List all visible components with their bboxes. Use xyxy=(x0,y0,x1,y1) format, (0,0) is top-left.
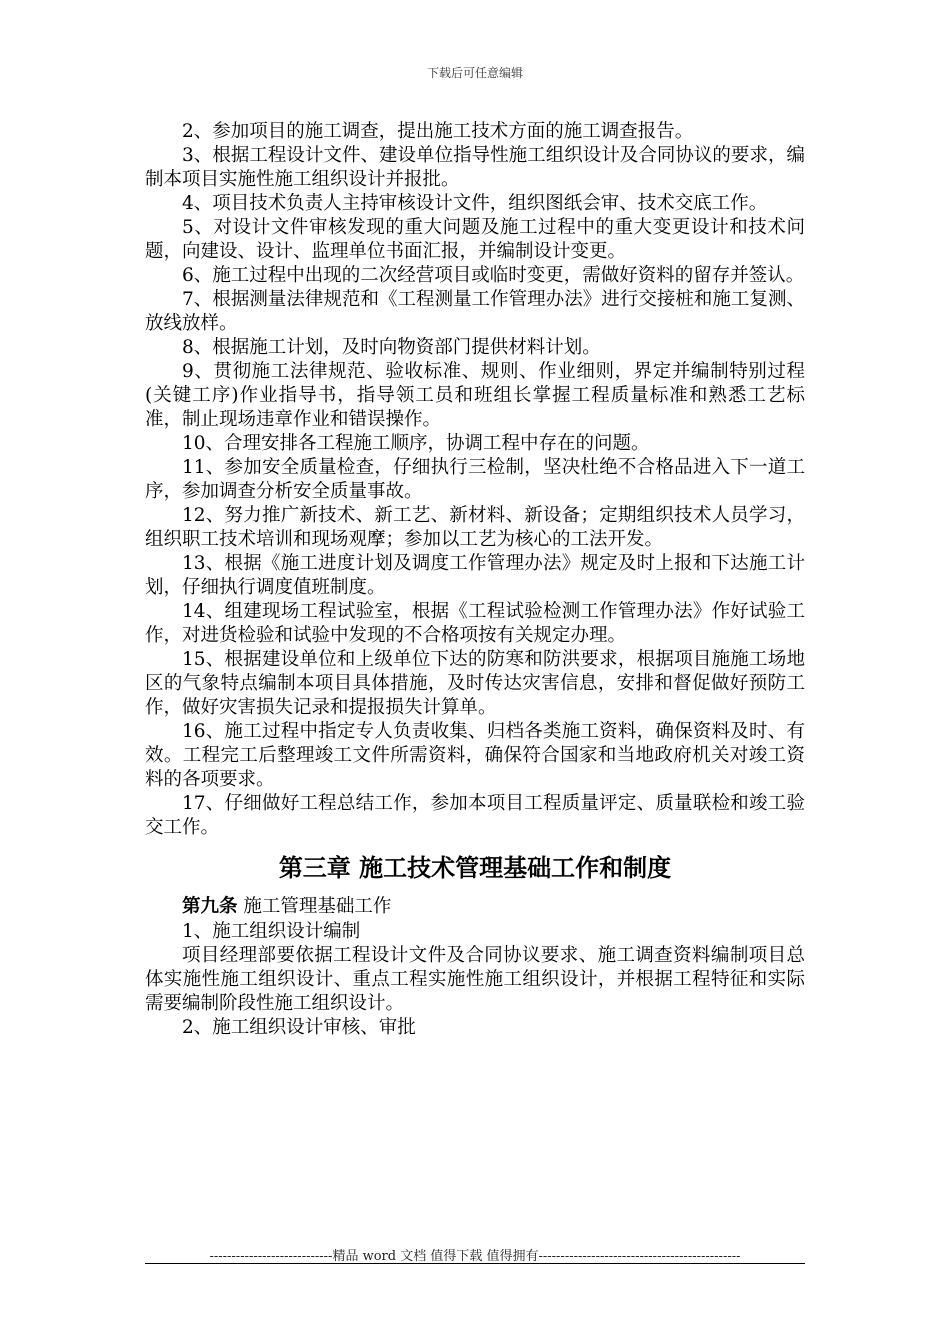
subsection-body-1: 项目经理部要依据工程设计文件及合同协议要求、施工调查资料编制项目总体实施性施工组织设计、重点工程实施性施工组织设计，并根据工程特征和实际需要编制阶段性施工组织设计。 xyxy=(145,945,805,1014)
paragraph-item-9: 9、贯彻施工法律规范、验收标准、规则、作业细则，界定并编制特别过程(关键工序)作业指导书，指导领工员和班组长掌握工程质量标准和熟悉工艺标准，制止现场违章作业和错误操作。 xyxy=(145,361,805,430)
paragraph-item-2: 2、参加项目的施工调查，提出施工技术方面的施工调查报告。 xyxy=(182,121,694,142)
paragraph-item-8: 8、根据施工计划，及时向物资部门提供材料计划。 xyxy=(182,337,601,358)
paragraph-item-17: 17、仔细做好工程总结工作，参加本项目工程质量评定、质量联检和竣工验交工作。 xyxy=(145,793,805,838)
subsection-heading-2: 2、施工组织设计审核、审批 xyxy=(182,1017,416,1038)
paragraph-item-14: 14、组建现场工程试验室，根据《工程试验检测工作管理办法》作好试验工作，对进货检验和试验中发现的不合格项按有关规定办理。 xyxy=(145,601,805,646)
paragraph-item-13: 13、根据《施工进度计划及调度工作管理办法》规定及时上报和下达施工计划，仔细执行调度值班制度。 xyxy=(145,553,805,598)
paragraph-item-6: 6、施工过程中出现的二次经营项目或临时变更，需做好资料的留存并签认。 xyxy=(182,265,805,286)
paragraph-item-3: 3、根据工程设计文件、建设单位指导性施工组织设计及合同协议的要求，编制本项目实施性施工组织设计并报批。 xyxy=(145,145,805,190)
footer-divider xyxy=(145,1263,805,1264)
paragraph-item-7: 7、根据测量法律规范和《工程测量工作管理办法》进行交接桩和施工复测、放线放样。 xyxy=(145,289,805,334)
paragraph-item-15: 15、根据建设单位和上级单位下达的防寒和防洪要求，根据项目施施工场地区的气象特点编制本项目具体措施，及时传达灾害信息，安排和督促做好预防工作，做好灾害损失记录和提报损失计算单。 xyxy=(145,649,805,718)
header-note: 下载后可任意编辑 xyxy=(426,66,523,80)
paragraph-item-10: 10、合理安排各工程施工顺序，协调工程中存在的问题。 xyxy=(182,433,650,454)
paragraph-item-11: 11、参加安全质量检查，仔细执行三检制，坚决杜绝不合格品进入下一道工序，参加调查分析安全质量事故。 xyxy=(145,457,805,502)
paragraph-item-5: 5、对设计文件审核发现的重大问题及施工过程中的重大变更设计和技术问题，向建设、设计、监理单位书面汇报，并编制设计变更。 xyxy=(145,217,805,262)
paragraph-item-16: 16、施工过程中指定专人负责收集、归档各类施工资料，确保资料及时、有效。工程完工后整理竣工文件所需资料，确保符合国家和当地政府机关对竣工资料的各项要求。 xyxy=(145,721,805,790)
paragraph-item-4: 4、项目技术负责人主持审核设计文件，组织图纸会审、技术交底工作。 xyxy=(182,193,768,214)
footer-note: ----------------------------精品 word 文档 值得下载 值得拥有---------------------------------------------- xyxy=(209,1249,741,1264)
document-body xyxy=(145,120,805,1040)
article-label: 第九条 xyxy=(182,896,238,917)
article-title: 施工管理基础工作 xyxy=(243,896,392,917)
paragraph-item-12: 12、努力推广新技术、新工艺、新材料、新设备；定期组织技术人员学习，组织职工技术培训和现场观摩；参加以工艺为核心的工法开发。 xyxy=(145,505,805,550)
article-heading xyxy=(145,894,805,920)
subsection-heading-1: 1、施工组织设计编制 xyxy=(182,921,361,942)
chapter-title: 第三章 施工技术管理基础工作和制度 xyxy=(278,854,672,882)
